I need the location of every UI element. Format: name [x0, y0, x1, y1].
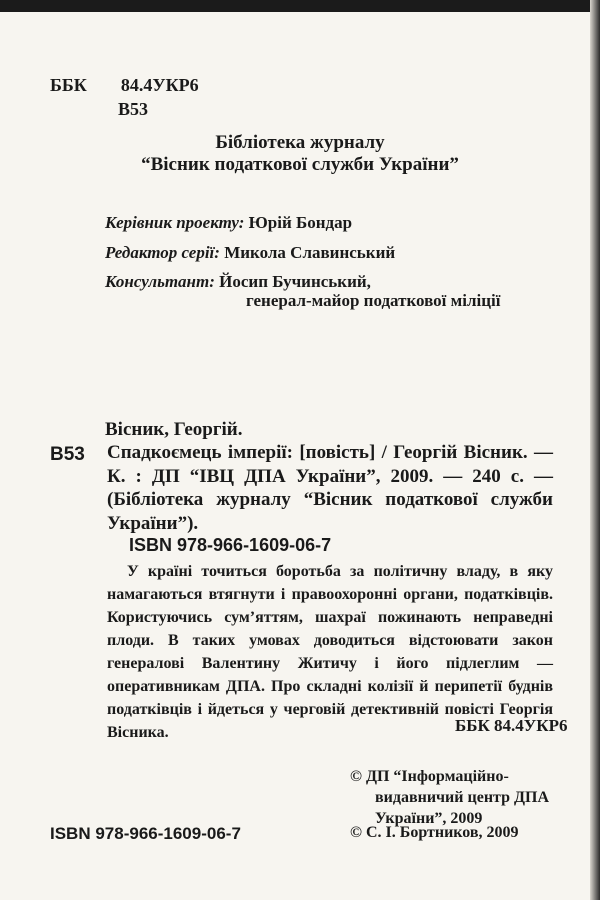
credit-role: Керівник проекту:	[105, 213, 245, 232]
bbk-label: ББК	[50, 75, 87, 95]
series-title-line1: Бібліотека журналу	[215, 132, 385, 153]
consultant-title: генерал-майор податкової міліції	[246, 291, 501, 310]
isbn-bottom: ISBN 978-966-1609-06-7	[50, 824, 241, 843]
catalog-mark: В53	[50, 444, 85, 465]
bbk-classification	[50, 75, 199, 96]
credit-role: Консультант:	[105, 272, 215, 291]
copyright-line: України”, 2009	[375, 810, 483, 827]
credit-name: Юрій Бондар	[248, 213, 353, 232]
copyright-author: © С. І. Бортников, 2009	[350, 824, 519, 841]
credit-consultant	[105, 272, 371, 292]
credit-name: Микола Славинський	[224, 243, 396, 262]
credit-project-lead	[105, 213, 352, 233]
copyright-publisher	[350, 766, 549, 829]
copyright-line: © ДП “Інформаційно-	[350, 768, 509, 785]
catalog-description: Спадкоємець імперії: [повість] / Георгій Вісник. — К. : ДП “ІВЦ ДПА України”, 2009. — 240 с. — (Бібліотека журналу “Вісник податкової служби України”).	[107, 442, 553, 534]
credit-role: Редактор серії:	[105, 243, 220, 262]
catalog-isbn: ISBN 978-966-1609-06-7	[129, 535, 332, 555]
series-title-line2: “Вісник податкової служби України”	[141, 154, 459, 175]
bbk-code: 84.4УКР6	[120, 75, 199, 95]
page-top-edge	[0, 0, 600, 12]
book-abstract: У країні точиться боротьба за політичну владу, в яку намагаються втягнути і правоохоронні органи, податківців. Користуючись сум’яттям, шахраї пожинають неправедні плоди. В таких умовах доводиться відстоювати закон генералові Валентину Житичу і його підлеглим — оперативникам ДПА. Про складні колізії й перипетії буднів податківців і йдеться у черговій детективній повісті Георгія Вісника.	[107, 563, 553, 741]
catalog-author-heading: Вісник, Георгій.	[105, 419, 243, 440]
catalog-bbk: ББК 84.4УКР6	[455, 716, 568, 735]
copyright-line: видавничий центр ДПА	[375, 789, 549, 806]
author-mark: В53	[118, 99, 149, 119]
credit-name: Йосип Бучинський,	[219, 272, 371, 291]
credit-series-editor	[105, 243, 395, 263]
